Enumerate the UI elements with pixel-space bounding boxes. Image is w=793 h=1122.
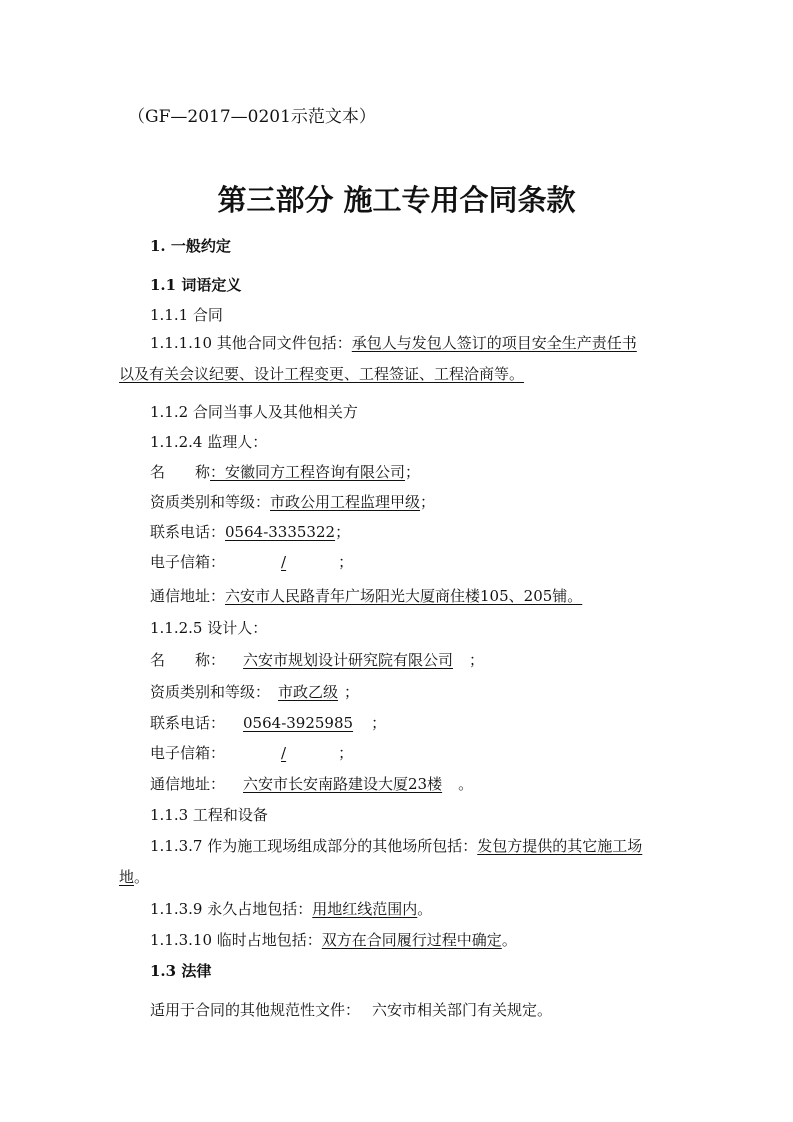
punct: ；	[405, 463, 421, 481]
punct: ；	[371, 714, 387, 732]
punct: 。	[417, 900, 433, 918]
punct: 。	[501, 931, 517, 949]
field-label: 联系电话：	[150, 714, 226, 732]
field-value: 0564-3335322	[225, 523, 336, 541]
field-label: 联系电话：	[150, 523, 226, 541]
clause-value: 双方在合同履行过程中确定	[321, 931, 502, 949]
field-label: 名 称	[150, 463, 211, 481]
clause-contract: 1.1.1 合同	[150, 306, 223, 324]
field-value: 市政公用工程监理甲级	[270, 493, 421, 511]
clause-other-regulations	[150, 1000, 552, 1020]
field-label: 名 称：	[150, 651, 226, 669]
clause-works-equipment: 1.1.3 工程和设备	[150, 806, 268, 824]
field-label: 电子信箱：	[150, 744, 226, 762]
clause-site-other-places	[150, 836, 642, 856]
supervisor-email-row	[150, 552, 353, 572]
field-label: 资质类别和等级：	[150, 683, 271, 701]
clause-parties: 1.1.2 合同当事人及其他相关方	[150, 403, 358, 421]
supervisor-heading: 1.1.2.4 监理人：	[150, 433, 268, 451]
punct: ；	[344, 683, 360, 701]
punct: ；	[469, 651, 485, 669]
field-label: 资质类别和等级：	[150, 493, 271, 511]
clause-label: 1.1.3.9 永久占地包括：	[150, 900, 313, 918]
clause-value-cont: 以及有关会议纪要、设计工程变更、工程签证、工程洽商等。	[119, 365, 525, 383]
page-title: 第三部分 施工专用合同条款	[217, 183, 576, 217]
field-value: 0564-3925985	[243, 714, 354, 732]
punct: ；	[338, 744, 354, 762]
field-value: 六安市规划设计研究院有限公司	[243, 651, 454, 669]
clause-site-other-places-cont	[119, 867, 149, 887]
punct: ；	[338, 553, 354, 571]
supervisor-name-row	[150, 462, 420, 482]
clause-value: 六安市相关部门有关规定。	[372, 1001, 553, 1019]
clause-permanent-land	[150, 899, 432, 919]
punct: 。	[458, 775, 474, 793]
field-label: 通信地址：	[150, 775, 226, 793]
section-heading-general: 1. 一般约定	[150, 237, 231, 255]
clause-label: 1.1.3.7 作为施工现场组成部分的其他场所包括：	[150, 837, 478, 855]
clause-other-documents	[150, 333, 637, 353]
clause-value: 用地红线范围内	[312, 900, 418, 918]
field-value: /	[281, 553, 287, 571]
designer-phone-row	[150, 713, 386, 733]
clause-other-documents-cont	[119, 364, 524, 384]
section-heading-definitions: 1.1 词语定义	[150, 276, 242, 294]
punct: ；	[335, 523, 351, 541]
clause-value-cont: 地	[119, 868, 135, 886]
designer-name-row	[150, 650, 484, 670]
supervisor-address-row	[150, 586, 582, 606]
designer-address-row	[150, 774, 473, 794]
clause-label: 适用于合同的其他规范性文件：	[150, 1001, 361, 1019]
punct: 。	[134, 868, 150, 886]
designer-email-row	[150, 743, 353, 763]
designer-qualification-row	[150, 682, 359, 702]
clause-value: 发包方提供的其它施工场	[477, 837, 643, 855]
series-label: （GF—2017—0201示范文本）	[128, 107, 376, 127]
clause-label: 1.1.3.10 临时占地包括：	[150, 931, 322, 949]
section-heading-law: 1.3 法律	[150, 962, 212, 980]
field-label: 电子信箱：	[150, 553, 226, 571]
supervisor-phone-row	[150, 522, 350, 542]
clause-temporary-land	[150, 930, 517, 950]
field-value: ：安徽同方工程咨询有限公司	[210, 463, 406, 481]
clause-value: 承包人与发包人签订的项目安全生产责任书	[351, 334, 637, 352]
field-value: 六安市人民路青年广场阳光大厦商住楼105、205铺。	[225, 587, 583, 605]
field-value: 市政乙级	[278, 683, 339, 701]
punct: ；	[420, 493, 436, 511]
supervisor-qualification-row	[150, 492, 435, 512]
designer-heading: 1.1.2.5 设计人：	[150, 619, 268, 637]
field-value: /	[281, 744, 287, 762]
field-label: 通信地址：	[150, 587, 226, 605]
field-value: 六安市长安南路建设大厦23楼	[243, 775, 443, 793]
clause-label: 1.1.1.10 其他合同文件包括：	[150, 334, 352, 352]
